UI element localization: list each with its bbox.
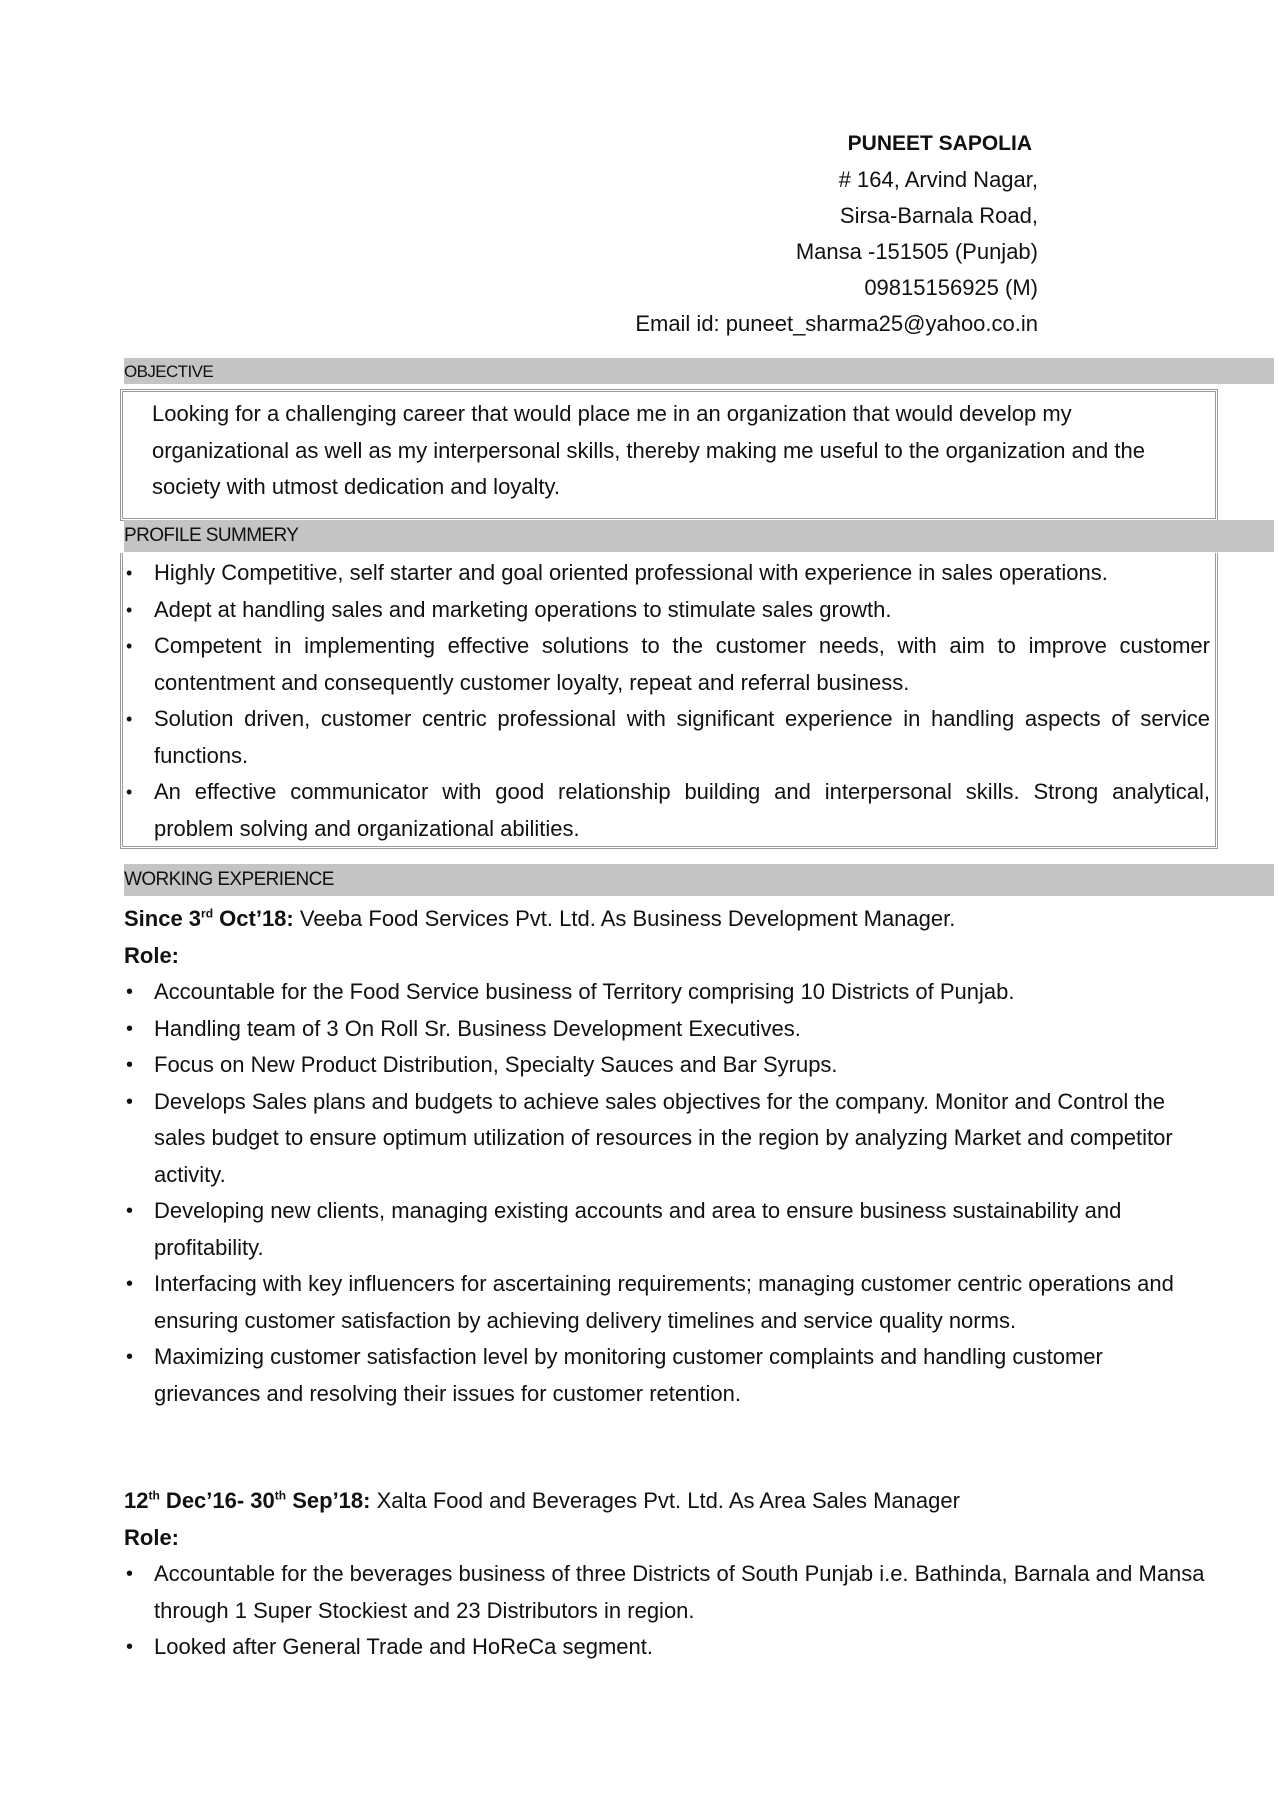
- list-item: • Adept at handling sales and marketing operations to stimulate sales growth.: [124, 592, 1210, 629]
- bullet-icon: •: [126, 563, 133, 583]
- bullet-icon: •: [126, 782, 133, 802]
- bullet-icon: •: [126, 1273, 134, 1295]
- objective-heading: OBJECTIVE: [124, 358, 1274, 384]
- contact-header: [635, 126, 1038, 342]
- list-item: • Accountable for the beverages business of three Districts of South Punjab i.e. Bathinda, Barnala and Mansa through 1 Super Stockiest and 23 Distributors in region.: [124, 1556, 1214, 1629]
- job-responsibilities: [124, 1556, 1214, 1666]
- address-line-1: # 164, Arvind Nagar,: [838, 167, 1038, 192]
- bullet-icon: •: [126, 981, 134, 1003]
- email-address: Email id: puneet_sharma25@yahoo.co.in: [635, 311, 1038, 336]
- list-item: • Maximizing customer satisfaction level by monitoring customer complaints and handling customer grievances and resolving their issues for customer retention.: [124, 1339, 1214, 1412]
- list-item: • Highly Competitive, self starter and goal oriented professional with experience in sales operations.: [124, 555, 1210, 592]
- job-responsibilities: [124, 974, 1214, 1412]
- list-item: • Focus on New Product Distribution, Specialty Sauces and Bar Syrups.: [124, 1047, 1214, 1084]
- bullet-icon: •: [126, 1090, 134, 1113]
- bullet-icon: •: [126, 599, 133, 620]
- bullet-icon: •: [126, 1017, 134, 1040]
- list-item: • Looked after General Trade and HoReCa segment.: [124, 1629, 1214, 1666]
- list-item: • Accountable for the Food Service business of Territory comprising 10 Districts of Punjab.: [124, 974, 1214, 1011]
- list-item: • An effective communicator with good relationship building and interpersonal skills. Strong analytical, problem solving and organizational abilities.: [124, 774, 1210, 847]
- list-item: • Solution driven, customer centric professional with significant experience in handling aspects of service functions.: [124, 701, 1210, 774]
- bullet-icon: •: [126, 709, 133, 729]
- role-label: Role:: [124, 1524, 179, 1550]
- objective-text: Looking for a challenging career that would place me in an organization that would develop my organizational as well as my interpersonal skills, thereby making me useful to the organization and the society with utmost dedication and loyalty.: [152, 401, 1145, 499]
- candidate-name: PUNEET SAPOLIA: [847, 132, 1032, 155]
- bullet-icon: •: [126, 1054, 134, 1076]
- job-title: Since 3rd Oct’18: Veeba Food Services Pvt. Ltd. As Business Development Manager.: [124, 906, 956, 931]
- job-entry-veeba: [124, 901, 1214, 1412]
- bullet-icon: •: [126, 1636, 134, 1658]
- address-line-3: Mansa -151505 (Punjab): [795, 239, 1038, 264]
- list-item: • Handling team of 3 On Roll Sr. Business Development Executives.: [124, 1011, 1214, 1048]
- bullet-icon: •: [126, 1563, 134, 1585]
- bullet-icon: •: [126, 1346, 134, 1368]
- list-item: • Interfacing with key influencers for ascertaining requirements; managing customer centric operations and ensuring customer satisfaction by achieving delivery timelines and service quality norms.: [124, 1266, 1214, 1339]
- role-label: Role:: [124, 942, 179, 968]
- bullet-icon: •: [126, 1200, 134, 1222]
- job-entry-xalta: [124, 1483, 1214, 1666]
- address-line-2: Sirsa-Barnala Road,: [839, 203, 1038, 228]
- working-experience-heading: WORKING EXPERIENCE: [124, 864, 1274, 896]
- phone-number: 09815156925 (M): [864, 275, 1038, 300]
- profile-summary-list: [124, 555, 1210, 847]
- profile-summary-heading: PROFILE SUMMERY: [124, 520, 1274, 552]
- job-title: 12th Dec’16- 30th Sep’18: Xalta Food and Beverages Pvt. Ltd. As Area Sales Manager: [124, 1488, 960, 1513]
- list-item: • Competent in implementing effective solutions to the customer needs, with aim to improve customer contentment and consequently customer loyalty, repeat and referral business.: [124, 628, 1210, 701]
- list-item: • Developing new clients, managing existing accounts and area to ensure business sustainability and profitability.: [124, 1193, 1214, 1266]
- bullet-icon: •: [126, 636, 133, 656]
- list-item: • Develops Sales plans and budgets to achieve sales objectives for the company. Monitor and Control the sales budget to ensure optimum utilization of resources in the region by analyzing Market and competitor activity.: [124, 1084, 1214, 1194]
